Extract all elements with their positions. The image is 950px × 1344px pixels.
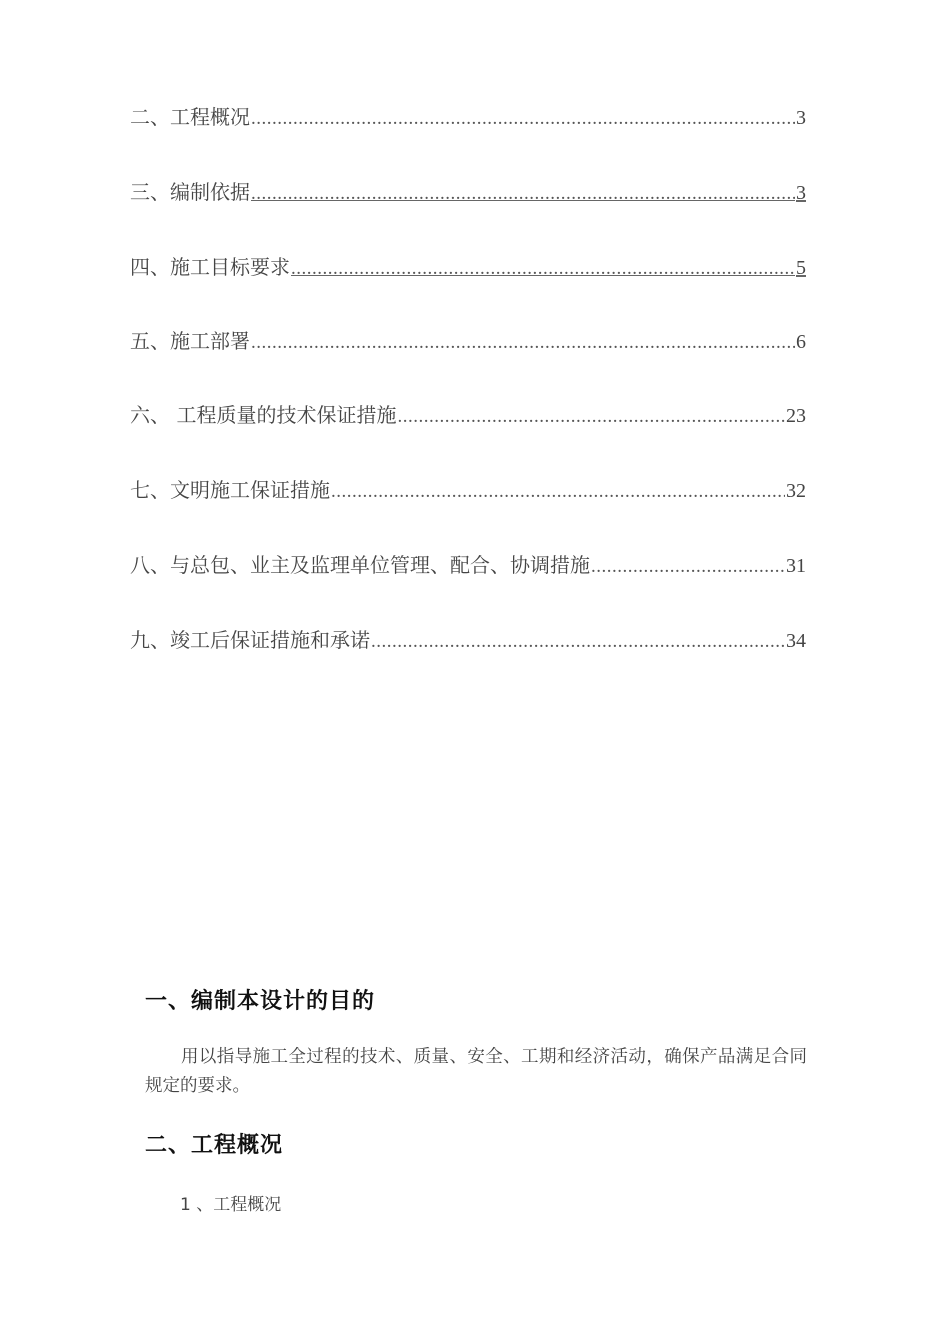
section-heading-purpose: 一、编制本设计的目的 (145, 989, 376, 1014)
toc-page-number: 3 (796, 107, 806, 129)
toc-label: 四、施工目标要求 (130, 255, 290, 279)
toc-page-number: 23 (786, 405, 806, 427)
toc-page-number: 6 (796, 331, 806, 353)
toc-page-number: 31 (786, 555, 806, 577)
toc-page-number: 34 (786, 630, 806, 652)
toc-dot-leader (371, 627, 785, 657)
toc-label: 七、文明施工保证措施 (130, 478, 330, 502)
toc-entry-6[interactable] (130, 400, 806, 430)
toc-entry-7[interactable] (130, 475, 806, 505)
toc-page-number: 5 (796, 257, 806, 279)
toc-dot-leader (251, 328, 795, 358)
toc-dot-leader (331, 477, 785, 507)
toc-entry-2[interactable] (130, 102, 806, 132)
toc-entry-4[interactable] (130, 252, 806, 282)
toc-label: 八、与总包、业主及监理单位管理、配合、协调措施 (130, 553, 590, 577)
toc-page-number: 3 (796, 182, 806, 204)
toc-entry-3[interactable] (130, 177, 806, 207)
toc-dot-leader (591, 552, 785, 582)
toc-label: 九、竣工后保证措施和承诺 (130, 628, 370, 652)
toc-entry-8[interactable] (130, 550, 806, 580)
toc-label: 五、施工部署 (130, 329, 250, 353)
toc-dot-leader (251, 104, 795, 134)
section-heading-overview: 二、工程概况 (145, 1133, 284, 1158)
purpose-paragraph: 用以指导施工全过程的技术、质量、安全、工期和经济活动，确保产品满足合同规定的要求。 (145, 1047, 807, 1096)
toc-dot-leader (398, 402, 785, 432)
toc-label: 三、编制依据 (130, 180, 250, 204)
subsection-item: 1 、工程概况 (180, 1195, 282, 1215)
toc-dot-leader (251, 179, 795, 209)
toc-dot-leader (291, 254, 795, 284)
toc-label-prefix: 六、 (130, 403, 170, 427)
toc-page-number: 32 (786, 480, 806, 502)
toc-entry-9[interactable] (130, 625, 806, 655)
toc-label: 二、工程概况 (130, 105, 250, 129)
toc-label: 工程质量的技术保证措施 (176, 403, 397, 427)
toc-entry-5[interactable] (130, 326, 806, 356)
